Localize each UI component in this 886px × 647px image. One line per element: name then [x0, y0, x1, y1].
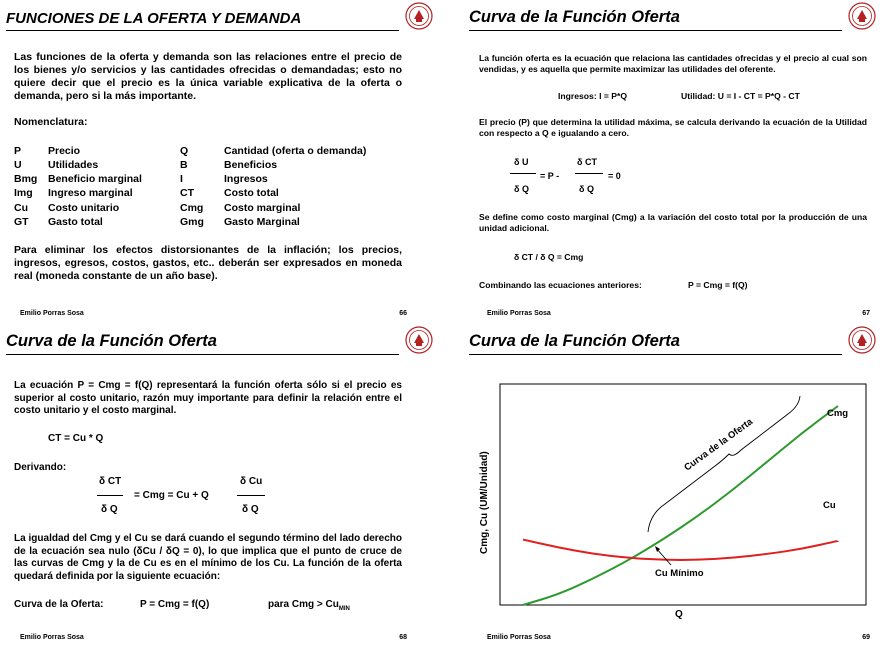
slide-67 — [443, 0, 886, 323]
term-desc: Beneficios — [224, 159, 278, 171]
term-desc: Costo marginal — [224, 202, 301, 214]
term-desc: Cantidad (oferta o demanda) — [224, 145, 367, 157]
y-axis-label: Cmg, Cu (UM/Unidad) — [479, 451, 490, 554]
derivando-label: Derivando: — [14, 462, 67, 473]
slide-title: Curva de la Función Oferta — [6, 332, 217, 350]
utilidad-equation: Utilidad: U = I - CT = P*Q - CT — [681, 91, 800, 101]
slide-title: Curva de la Función Oferta — [469, 332, 680, 350]
term-sym: I — [180, 173, 183, 185]
fraction-bar — [97, 495, 123, 496]
supply-chart — [443, 324, 886, 647]
term-desc: Ingresos — [224, 173, 268, 185]
university-seal-icon — [405, 2, 433, 30]
denominator-dq: δ Q — [101, 504, 118, 515]
equals-zero: = 0 — [608, 171, 621, 181]
term-desc: Beneficio marginal — [48, 173, 142, 185]
cu-series-label: Cu — [823, 500, 836, 511]
numerator-du: δ U — [514, 157, 529, 167]
intro-paragraph: Las funciones de la oferta y demanda son las relaciones entre el precio de los bienes y/o servicios y las cantidades ofrecidas o demandadas; esto no quiere decir que el precio es la única variable explicativa de la oferta o demanda, pero si la más importante. — [14, 51, 402, 102]
supply-equation: P = Cmg = f(Q) — [140, 599, 210, 610]
term-sym: Q — [180, 145, 189, 157]
ingresos-equation: Ingresos: I = P*Q — [558, 91, 628, 101]
equation-middle: = Cmg = Cu + Q — [134, 490, 209, 501]
fraction-bar — [237, 495, 265, 496]
price-paragraph: El precio (P) que determina la utilidad máxima, se calcula derivando la ecuación de la Utilidad con respecto a Q e igualando a cero. — [479, 117, 867, 138]
term-desc: Utilidades — [48, 159, 99, 171]
term-desc: Costo unitario — [48, 202, 120, 214]
footer-author: Emilio Porras Sosa — [487, 310, 551, 317]
condition-subscript: MIN — [338, 606, 350, 612]
term-desc: Costo total — [224, 187, 279, 199]
brace-label: Curva de la Oferta — [682, 416, 755, 474]
inflation-paragraph: Para eliminar los efectos distorsionantes de la inflación; los precios, ingresos, egresos, costos, gastos, etc.. deberán ser expresados en moneda real (moneda constante de un año base). — [14, 244, 402, 282]
term-sym: Bmg — [14, 173, 38, 185]
combine-label: Combinando las ecuaciones anteriores: — [479, 280, 642, 290]
numerator-dct: δ CT — [577, 157, 597, 167]
x-axis-label: Q — [675, 609, 683, 620]
slide-66 — [0, 0, 443, 323]
term-desc: Precio — [48, 145, 81, 157]
numerator-dct: δ CT — [99, 476, 122, 487]
term-sym: Cmg — [180, 202, 204, 214]
term-desc: Gasto total — [48, 216, 103, 228]
title-underline — [6, 354, 399, 355]
slide-68 — [0, 324, 443, 647]
footer-page-number: 69 — [862, 634, 870, 641]
nomenclature-title: Nomenclatura: — [14, 116, 88, 128]
footer-page-number: 67 — [862, 310, 870, 317]
university-seal-icon — [405, 326, 433, 354]
cmg-series-label: Cmg — [827, 408, 849, 419]
slide-title: Curva de la Función Oferta — [469, 8, 680, 26]
equation-middle: = P - — [540, 171, 560, 181]
term-sym: Cu — [14, 202, 28, 214]
series-line-cu — [523, 540, 838, 560]
footer-author: Emilio Porras Sosa — [20, 634, 84, 641]
denominator-dq: δ Q — [579, 184, 594, 194]
term-sym: CT — [180, 187, 194, 199]
slide-title: FUNCIONES DE LA OFERTA Y DEMANDA — [6, 10, 302, 27]
cu-minimum-label: Cu Mínimo — [655, 568, 704, 579]
fraction-bar — [575, 173, 603, 174]
numerator-dcu: δ Cu — [240, 476, 263, 487]
denominator-dq: δ Q — [242, 504, 259, 515]
definition-paragraph: La función oferta es la ecuación que relaciona las cantidades ofrecidas y el precio al cual son vendidas, y es aquella que permite maximizar las utilidades del oferente. — [479, 53, 867, 74]
footer-page-number: 68 — [399, 634, 407, 641]
supply-condition — [268, 599, 350, 612]
term-desc: Ingreso marginal — [48, 187, 133, 199]
term-sym: Img — [14, 187, 33, 199]
supply-curve-label: Curva de la Oferta: — [14, 599, 104, 610]
term-sym: GT — [14, 216, 29, 228]
title-underline — [6, 30, 399, 31]
cmg-definition: δ CT / δ Q = Cmg — [514, 252, 584, 262]
marginal-cost-paragraph: Se define como costo marginal (Cmg) a la variación del costo total por la producción de una unidad adicional. — [479, 212, 867, 233]
supply-condition-paragraph: La ecuación P = Cmg = f(Q) representará la función oferta sólo si el precio es superior al costo unitario, razón muy importante para definir la relación entre el costo unitario y el costo marginal. — [14, 380, 402, 416]
footer-author: Emilio Porras Sosa — [20, 310, 84, 317]
university-seal-icon — [848, 2, 876, 30]
footer-page-number: 66 — [399, 310, 407, 317]
footer-author: Emilio Porras Sosa — [487, 634, 551, 641]
term-sym: U — [14, 159, 22, 171]
denominator-dq: δ Q — [514, 184, 529, 194]
combine-result: P = Cmg = f(Q) — [688, 280, 748, 290]
condition-text: para Cmg > Cu — [268, 599, 339, 610]
equality-paragraph: La igualdad del Cmg y el Cu se dará cuando el segundo término del lado derecho de la ecuación sea nulo (δCu / δQ = 0), lo que implica que el punto de cruce de las curvas de Cmg y la de Cu es en el mínimo de los Cu. La función de la oferta quedará definida por la siguiente ecuación: — [14, 533, 402, 582]
term-desc: Gasto Marginal — [224, 216, 300, 228]
term-sym: Gmg — [180, 216, 204, 228]
title-underline — [469, 30, 842, 31]
term-sym: B — [180, 159, 188, 171]
fraction-bar — [510, 173, 536, 174]
term-sym: P — [14, 145, 22, 157]
supply-brace — [648, 396, 800, 532]
total-cost-equation: CT = Cu * Q — [48, 433, 104, 444]
slide-69 — [443, 324, 886, 647]
